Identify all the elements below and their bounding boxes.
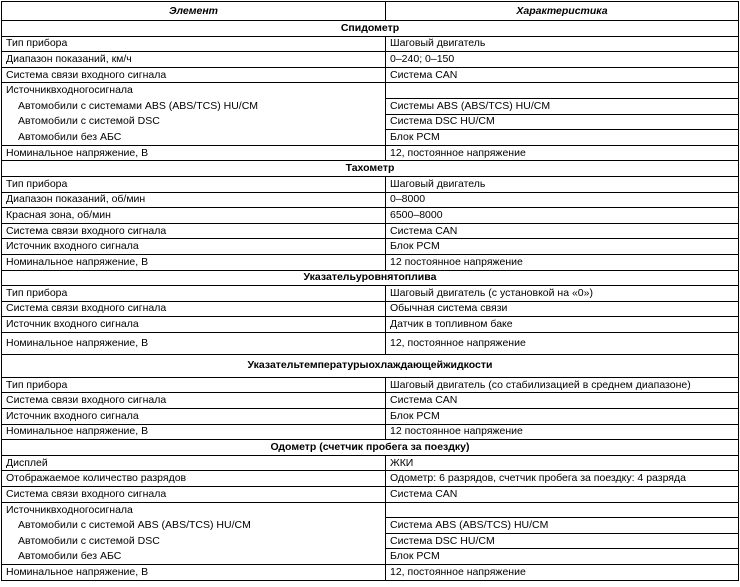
element-cell: Диапазон показаний, км/ч	[2, 52, 386, 68]
element-cell: Номинальное напряжение, В	[2, 145, 386, 161]
value-cell: Система ABS (ABS/TCS) HU/CM	[386, 518, 739, 534]
table-row	[2, 424, 739, 440]
table-row	[2, 393, 739, 409]
element-cell: Тип прибора	[2, 377, 386, 393]
table-row	[2, 332, 739, 354]
value-cell: 0–8000	[386, 192, 739, 208]
table-row	[2, 502, 739, 518]
value-cell: Система CAN	[386, 67, 739, 83]
value-cell	[386, 502, 739, 518]
value-cell: Системы ABS (ABS/TCS) HU/CM	[386, 98, 739, 114]
section-row-odometer	[2, 440, 739, 456]
element-cell: Номинальное напряжение, В	[2, 565, 386, 581]
element-cell: Красная зона, об/мин	[2, 208, 386, 224]
value-cell: 12 постоянное напряжение	[386, 424, 739, 440]
value-cell: Шаговый двигатель	[386, 176, 739, 192]
section-title: Указательтемпературыохлаждающейжидкости	[2, 354, 739, 377]
section-title: Указательуровнятоплива	[2, 270, 739, 286]
table-row	[2, 223, 739, 239]
table-row	[2, 487, 739, 503]
table-row	[2, 409, 739, 425]
table-row	[2, 471, 739, 487]
table-row	[2, 549, 739, 565]
table-row	[2, 208, 739, 224]
column-header-characteristic: Характеристика	[386, 2, 739, 21]
section-row-speedometer	[2, 21, 739, 37]
value-cell: Блок PCM	[386, 130, 739, 146]
element-cell: Диапазон показаний, об/мин	[2, 192, 386, 208]
value-cell: Система DSC HU/CM	[386, 533, 739, 549]
element-cell: Система связи входного сигнала	[2, 393, 386, 409]
spec-table-container	[1, 1, 739, 581]
table-row	[2, 67, 739, 83]
value-cell: Датчик в топливном баке	[386, 317, 739, 333]
element-cell: Источник входного сигнала	[2, 317, 386, 333]
element-cell: Номинальное напряжение, В	[2, 424, 386, 440]
element-cell: Автомобили без АБС	[2, 549, 386, 565]
value-cell: Обычная система связи	[386, 301, 739, 317]
value-cell: Блок PCM	[386, 409, 739, 425]
section-title: Тахометр	[2, 161, 739, 177]
table-row	[2, 36, 739, 52]
element-cell: Автомобили с системой DSC	[2, 114, 386, 130]
table-row	[2, 192, 739, 208]
value-cell: Система CAN	[386, 223, 739, 239]
instrument-spec-table	[1, 1, 739, 581]
element-cell: Источник входного сигнала	[2, 239, 386, 255]
table-row	[2, 176, 739, 192]
value-cell: 6500–8000	[386, 208, 739, 224]
element-cell: Автомобили с системой DSC	[2, 533, 386, 549]
section-row-fuel-gauge	[2, 270, 739, 286]
section-row-tachometer	[2, 161, 739, 177]
value-cell: Блок PCM	[386, 239, 739, 255]
value-cell: Система CAN	[386, 487, 739, 503]
value-cell: Одометр: 6 разрядов, счетчик пробега за поездку: 4 разряда	[386, 471, 739, 487]
value-cell: ЖКИ	[386, 455, 739, 471]
section-title: Спидометр	[2, 21, 739, 37]
element-cell: Автомобили с системой ABS (ABS/TCS) HU/CM	[2, 518, 386, 534]
column-header-element: Элемент	[2, 2, 386, 21]
table-row	[2, 301, 739, 317]
element-cell: Автомобили с системами ABS (ABS/TCS) HU/CM	[2, 98, 386, 114]
value-cell: Шаговый двигатель (с установкой на «0»)	[386, 286, 739, 302]
element-cell: Система связи входного сигнала	[2, 301, 386, 317]
table-row	[2, 83, 739, 99]
element-cell: Источниквходногосигнала	[2, 83, 386, 99]
table-row	[2, 377, 739, 393]
element-cell: Номинальное напряжение, В	[2, 332, 386, 354]
value-cell: 12, постоянное напряжение	[386, 145, 739, 161]
element-cell: Тип прибора	[2, 286, 386, 302]
value-cell: 0–240; 0–150	[386, 52, 739, 68]
value-cell: Шаговый двигатель (со стабилизацией в среднем диапазоне)	[386, 377, 739, 393]
element-cell: Система связи входного сигнала	[2, 223, 386, 239]
value-cell: Система DSC HU/CM	[386, 114, 739, 130]
table-row	[2, 455, 739, 471]
table-row	[2, 286, 739, 302]
element-cell: Система связи входного сигнала	[2, 67, 386, 83]
element-cell: Дисплей	[2, 455, 386, 471]
section-title: Одометр (счетчик пробега за поездку)	[2, 440, 739, 456]
element-cell: Система связи входного сигнала	[2, 487, 386, 503]
value-cell: 12, постоянное напряжение	[386, 565, 739, 581]
value-cell: 12 постоянное напряжение	[386, 254, 739, 270]
element-cell: Номинальное напряжение, В	[2, 254, 386, 270]
element-cell: Отображаемое количество разрядов	[2, 471, 386, 487]
value-cell: Шаговый двигатель	[386, 36, 739, 52]
table-row	[2, 317, 739, 333]
table-row	[2, 130, 739, 146]
table-row	[2, 254, 739, 270]
element-cell: Источник входного сигнала	[2, 409, 386, 425]
element-cell: Источниквходногосигнала	[2, 502, 386, 518]
table-row	[2, 518, 739, 534]
table-row	[2, 239, 739, 255]
table-header-row	[2, 2, 739, 21]
table-row	[2, 533, 739, 549]
table-row	[2, 565, 739, 581]
value-cell	[386, 83, 739, 99]
value-cell: 12, постоянное напряжение	[386, 332, 739, 354]
section-row-temp-gauge	[2, 354, 739, 377]
element-cell: Автомобили без АБС	[2, 130, 386, 146]
element-cell: Тип прибора	[2, 176, 386, 192]
table-row	[2, 145, 739, 161]
element-cell: Тип прибора	[2, 36, 386, 52]
value-cell: Система CAN	[386, 393, 739, 409]
value-cell: Блок PCM	[386, 549, 739, 565]
table-row	[2, 98, 739, 114]
table-row	[2, 114, 739, 130]
table-row	[2, 52, 739, 68]
